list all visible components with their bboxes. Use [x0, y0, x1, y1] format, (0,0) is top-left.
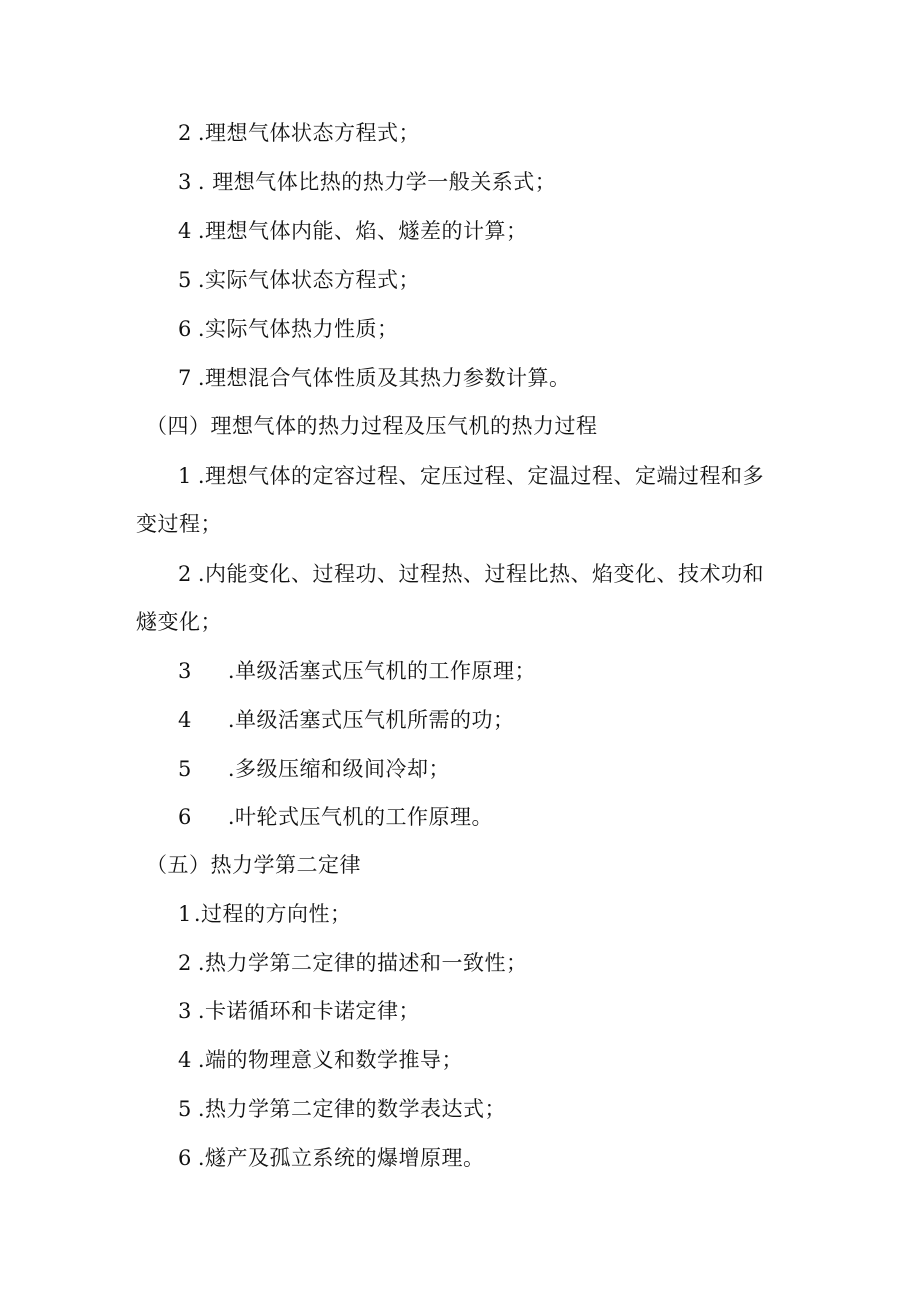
item-text: . 理想气体比热的热力学一般关系式；	[197, 170, 557, 194]
list-item-continuation: 变过程；	[136, 512, 222, 536]
list-item	[178, 462, 764, 490]
item-text: .端的物理意义和数学推导；	[197, 1048, 464, 1072]
list-item	[178, 900, 352, 928]
item-number: 4	[178, 219, 192, 243]
item-number: 6	[178, 1146, 192, 1170]
list-item	[178, 1095, 506, 1123]
item-text: .卡诺循环和卡诺定律；	[197, 999, 421, 1023]
item-text: .多级压缩和级间冷却；	[227, 757, 451, 781]
item-number: 2	[178, 121, 192, 145]
list-item	[178, 657, 536, 685]
item-number: 1	[178, 902, 192, 926]
section-heading: （五）热力学第二定律	[146, 853, 361, 877]
list-item	[178, 803, 493, 831]
list-item-continuation: 燧变化；	[136, 610, 222, 634]
item-number: 3	[178, 659, 192, 683]
item-number: 2	[178, 951, 192, 975]
item-text: .理想气体的定容过程、定压过程、定温过程、定端过程和多	[197, 464, 765, 488]
item-text: .过程的方向性；	[193, 902, 352, 926]
item-number: 5	[178, 1097, 192, 1121]
list-item	[178, 997, 420, 1025]
item-number: 5	[178, 757, 192, 781]
section-heading: （四）理想气体的热力过程及压气机的热力过程	[146, 414, 598, 438]
item-text: .燧产及孤立系统的爆增原理。	[197, 1146, 485, 1170]
item-text: .单级活塞式压气机所需的功；	[227, 708, 515, 732]
list-item	[178, 1046, 463, 1074]
list-item	[178, 266, 420, 294]
item-number: 2	[178, 562, 192, 586]
list-item	[178, 168, 556, 196]
item-text: .内能变化、过程功、过程热、过程比热、焰变化、技术功和	[197, 562, 765, 586]
list-item	[178, 217, 528, 245]
item-text: .实际气体状态方程式；	[197, 268, 421, 292]
item-text: .叶轮式压气机的工作原理。	[227, 805, 494, 829]
item-text: .实际气体热力性质；	[197, 317, 399, 341]
item-number: 3	[178, 170, 192, 194]
item-text: .理想混合气体性质及其热力参数计算。	[197, 366, 571, 390]
list-item	[178, 706, 515, 734]
item-number: 6	[178, 805, 192, 829]
list-item	[178, 755, 450, 783]
item-text: .热力学第二定律的描述和一致性；	[197, 951, 528, 975]
list-item	[178, 560, 764, 588]
item-text: .理想气体内能、焰、燧差的计算；	[197, 219, 528, 243]
item-text: .理想气体状态方程式；	[197, 121, 421, 145]
list-item	[178, 1144, 485, 1172]
item-text: .单级活塞式压气机的工作原理；	[227, 659, 537, 683]
item-number: 5	[178, 268, 192, 292]
item-number: 3	[178, 999, 192, 1023]
item-number: 4	[178, 1048, 192, 1072]
item-text: .热力学第二定律的数学表达式；	[197, 1097, 507, 1121]
list-item	[178, 949, 528, 977]
list-item	[178, 315, 399, 343]
list-item	[178, 119, 420, 147]
list-item	[178, 364, 571, 392]
item-number: 4	[178, 708, 192, 732]
item-number: 1	[178, 464, 192, 488]
item-number: 6	[178, 317, 192, 341]
item-number: 7	[178, 366, 192, 390]
